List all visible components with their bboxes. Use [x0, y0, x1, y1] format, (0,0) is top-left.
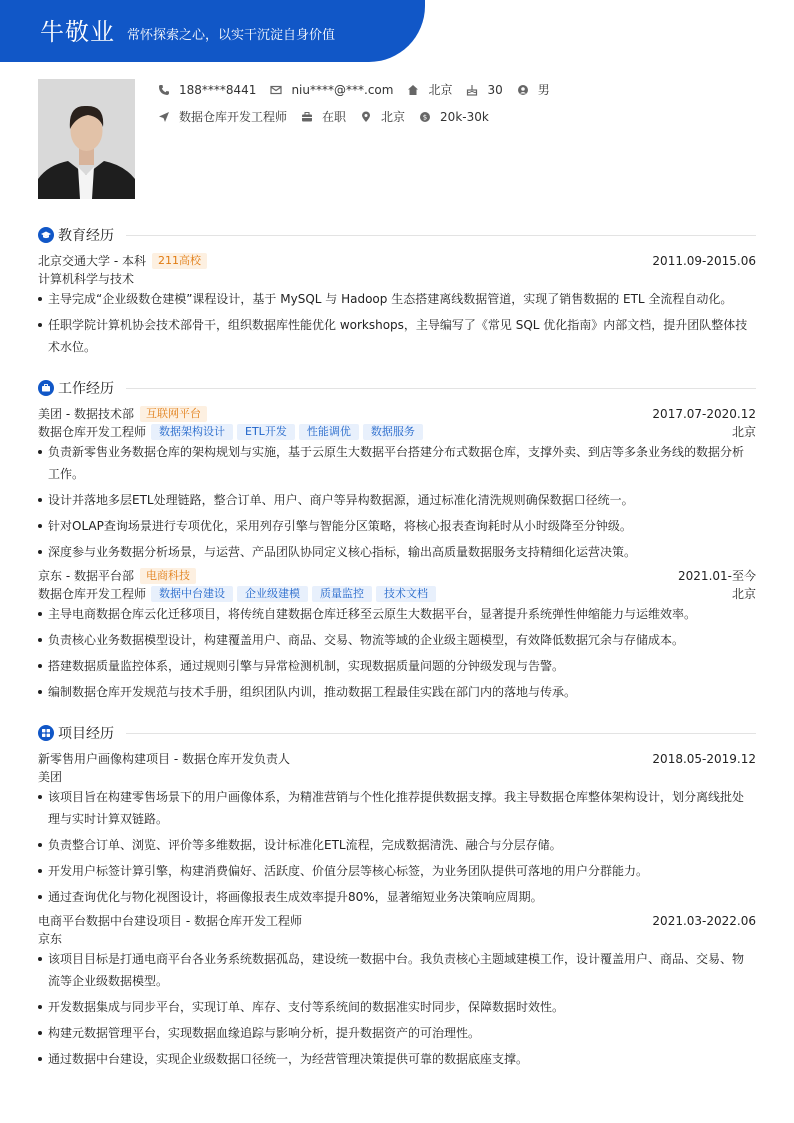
briefcase-icon — [301, 111, 313, 123]
phone-icon — [158, 84, 170, 96]
job-role: 数据仓库开发工程师 — [38, 587, 147, 601]
project-header — [38, 750, 756, 768]
briefcase-icon — [38, 380, 54, 396]
job-company: 京东 - 数据平台部 — [38, 569, 134, 583]
job-header — [38, 405, 756, 423]
project-org: 美团 — [38, 770, 63, 784]
project-header — [38, 912, 756, 930]
project-bullet: 开发用户标签计算引擎，构建消费偏好、活跃度、价值分层等核心标签，为业务团队提供可落地的用户分群能力。 — [38, 860, 750, 882]
svg-text:$: $ — [422, 113, 428, 122]
project-name: 新零售用户画像构建项目 - 数据仓库开发负责人 — [38, 752, 290, 766]
job-bullet: 设计并落地多层ETL处理链路，整合订单、用户、商户等异构数据源，通过标准化清洗规则确保数据口径统一。 — [38, 489, 750, 511]
salary-text: 20k-30k — [440, 109, 489, 124]
profile-photo — [38, 79, 135, 199]
section-title-text: 项目经历 — [58, 726, 114, 742]
school-tag: 211高校 — [152, 253, 207, 269]
project-bullet: 通过数据中台建设，实现企业级数据口径统一，为经营管理决策提供可靠的数据底座支撑。 — [38, 1048, 750, 1070]
grid-icon — [38, 725, 54, 741]
project-date: 2021.03-2022.06 — [652, 914, 756, 928]
contact-row-2 — [158, 108, 503, 125]
job-bullet: 负责新零售业务数据仓库的架构规划与实施，基于云原生大数据平台搭建分布式数据仓库，支撑外卖、到店等多条业务线的数据分析工作。 — [38, 441, 750, 485]
education-section-title — [38, 225, 756, 245]
project-bullet: 构建元数据管理平台，实现数据血缘追踪与影响分析，提升数据资产的可治理性。 — [38, 1022, 750, 1044]
education-header — [38, 252, 756, 270]
age-item — [466, 83, 502, 97]
skill-tag: 企业级建模 — [237, 586, 308, 602]
header-banner — [0, 0, 425, 62]
money-icon — [419, 111, 431, 123]
job-bullet: 负责核心业务数据模型设计，构建覆盖用户、商品、交易、物流等域的企业级主题模型，有效降低数据冗余与存储成本。 — [38, 629, 750, 651]
project-org-row — [38, 930, 756, 948]
section-divider — [126, 235, 756, 236]
gender-text: 男 — [537, 83, 550, 97]
education-date: 2011.09-2015.06 — [652, 254, 756, 268]
job-bullet: 编制数据仓库开发规范与技术手册，组织团队内训，推动数据工程最佳实践在部门内的落地与传承。 — [38, 681, 750, 703]
skill-tag: 性能调优 — [299, 424, 359, 440]
section-title-text: 教育经历 — [58, 228, 114, 244]
major: 计算机科学与技术 — [38, 272, 135, 286]
job-role-row — [38, 585, 756, 603]
status-item — [301, 108, 346, 125]
job-tag: 互联网平台 — [140, 406, 207, 422]
education-bullet: 任职学院计算机协会技术部骨干，组织数据库性能优化 workshops，主导编写了《常见 SQL 优化指南》内部文档，提升团队整体技术水位。 — [38, 314, 750, 358]
project-bullet: 开发数据集成与同步平台，实现订单、库存、支付等系统间的数据准实时同步，保障数据时效性。 — [38, 996, 750, 1018]
gender-item — [517, 81, 550, 98]
home-icon — [407, 84, 419, 96]
education-bullet: 主导完成“企业级数仓建模”课程设计，基于 MySQL 与 Hadoop 生态搭建离线数据管道，实现了销售数据的 ETL 全流程自动化。 — [38, 288, 750, 310]
project-org-row — [38, 768, 756, 786]
section-title-text: 工作经历 — [58, 381, 114, 397]
skill-tag: 数据服务 — [363, 424, 423, 440]
salary-item — [419, 110, 489, 124]
project-bullet: 该项目目标是打通电商平台各业务系统数据孤岛，建设统一数据中台。我负责核心主题域建模工作，设计覆盖用户、商品、交易、物流等企业级数据模型。 — [38, 948, 750, 992]
skill-tag: 技术文档 — [376, 586, 436, 602]
email-item — [270, 83, 393, 97]
project-section-title — [38, 723, 756, 743]
job-bullet: 深度参与业务数据分析场景，与运营、产品团队协同定义核心指标，输出高质量数据服务支持精细化运营决策。 — [38, 541, 750, 563]
project-bullet: 通过查询优化与物化视图设计，将画像报表生成效率提升80%，显著缩短业务决策响应周期。 — [38, 886, 750, 908]
graduation-cap-icon — [38, 227, 54, 243]
work-section-title — [38, 378, 756, 398]
status-text: 在职 — [322, 110, 347, 124]
job-role-row — [38, 423, 756, 441]
candidate-name: 牛敬业 — [40, 18, 115, 46]
gender-icon — [517, 84, 529, 96]
job-date: 2017.07-2020.12 — [652, 407, 756, 421]
skill-tag: 质量监控 — [312, 586, 372, 602]
phone-item — [158, 83, 256, 97]
send-icon — [158, 111, 170, 123]
cake-icon — [466, 84, 478, 96]
job-company: 美团 - 数据技术部 — [38, 407, 134, 421]
job-city: 北京 — [731, 587, 756, 601]
position-text: 数据仓库开发工程师 — [179, 110, 288, 124]
mail-icon — [270, 84, 282, 96]
age-text: 30 — [487, 82, 503, 97]
job-header — [38, 567, 756, 585]
skill-tag: 数据中台建设 — [151, 586, 233, 602]
job-bullet: 搭建数据质量监控体系，通过规则引擎与异常检测机制，实现数据质量问题的分钟级发现与告警。 — [38, 655, 750, 677]
skill-tag: ETL开发 — [237, 424, 295, 440]
phone-text: 188****8441 — [179, 82, 257, 97]
job-city: 北京 — [731, 425, 756, 439]
project-bullet: 该项目旨在构建零售场景下的用户画像体系，为精准营销与个性化推荐提供数据支撑。我主导数据仓库整体架构设计，划分离线批处理与实时计算双链路。 — [38, 786, 750, 830]
home-text: 北京 — [428, 83, 453, 97]
project-name: 电商平台数据中台建设项目 - 数据仓库开发工程师 — [38, 914, 302, 928]
education-major-row — [38, 270, 756, 288]
job-date: 2021.01-至今 — [678, 569, 756, 583]
section-divider — [126, 733, 756, 734]
email-text: niu****@***.com — [291, 82, 394, 97]
location-item — [360, 108, 405, 125]
skill-tag: 数据架构设计 — [151, 424, 233, 440]
project-org: 京东 — [38, 932, 63, 946]
home-item — [407, 81, 452, 98]
candidate-motto: 常怀探索之心，以实干沉淀自身价值 — [127, 28, 336, 43]
job-bullet: 主导电商数据仓库云化迁移项目，将传统自建数据仓库迁移至云原生大数据平台，显著提升系统弹性伸缩能力与运维效率。 — [38, 603, 750, 625]
project-date: 2018.05-2019.12 — [652, 752, 756, 766]
school-name: 北京交通大学 - 本科 — [38, 254, 146, 268]
position-item — [158, 108, 287, 125]
job-bullet: 针对OLAP查询场景进行专项优化，采用列存引擎与智能分区策略，将核心报表查询耗时从小时级降至分钟级。 — [38, 515, 750, 537]
project-bullet: 负责整合订单、浏览、评价等多维数据，设计标准化ETL流程，完成数据清洗、融合与分层存储。 — [38, 834, 750, 856]
contact-row-1 — [158, 81, 564, 98]
section-divider — [126, 388, 756, 389]
job-tag: 电商科技 — [140, 568, 196, 584]
location-pin-icon — [360, 111, 372, 123]
location-text: 北京 — [381, 110, 406, 124]
job-role: 数据仓库开发工程师 — [38, 425, 147, 439]
